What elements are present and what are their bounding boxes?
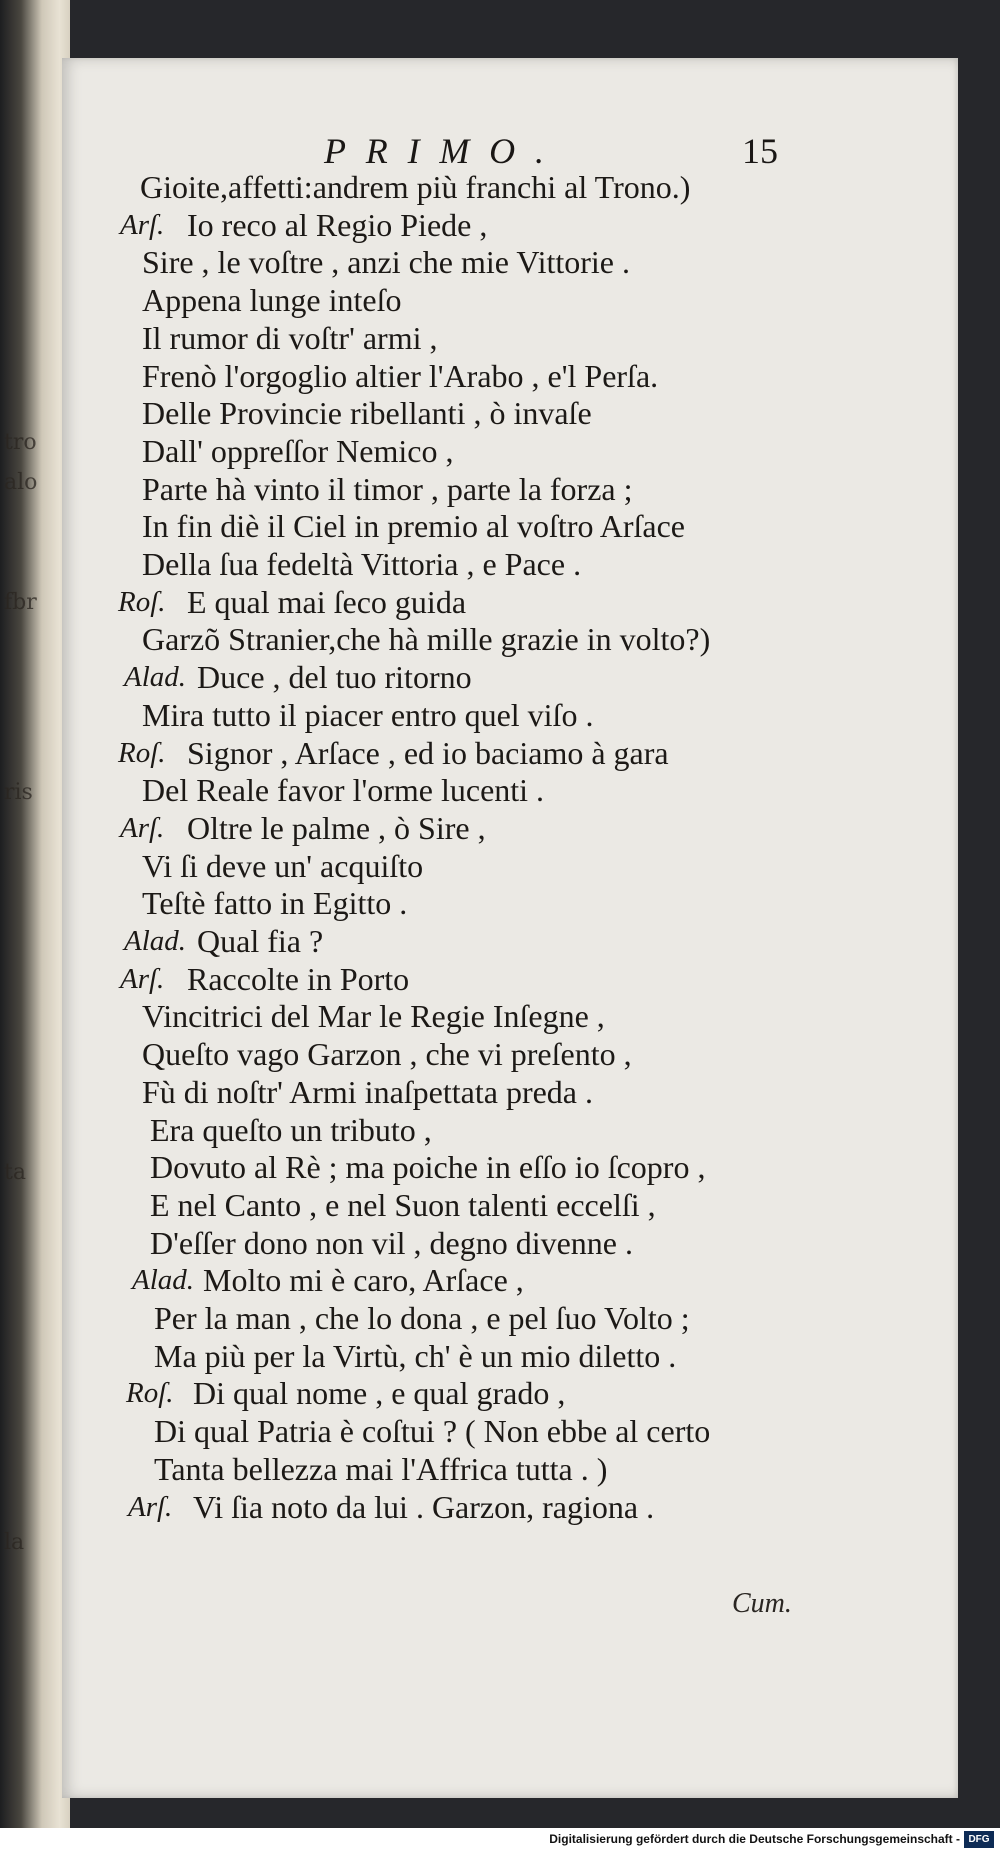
verse-text-line: Ma più per la Virtù, ch' è un mio diletto . [154,1337,677,1374]
verse-text-line: Della ſua fedeltà Vittoria , e Pace . [142,546,582,582]
spine-fragment: ris [4,780,33,805]
page-number: 15 [742,131,778,171]
verse-text-line: E qual mai ſeco guida [187,583,467,620]
verse-text-line: Molto mi è caro, Arſace , [203,1262,524,1299]
verse-text-line: Di qual Patria è coſtui ? ( Non ebbe al certo [154,1413,711,1450]
speaker-label: Arſ. [128,1490,173,1523]
spine-fragment: la [4,1530,25,1555]
catchword: Cum. [732,1588,792,1619]
verse-text-line: Parte hà vinto il timor , parte la forza ; [142,470,633,507]
speaker-label: Alad. [132,1264,195,1297]
speaker-label: Alad. [124,925,187,957]
book-spine [0,0,70,1852]
spine-fragment: alo [4,470,38,495]
verse-text-line: E nel Canto , e nel Suon talenti eccelſi , [150,1186,656,1223]
verse-text-line: Dall' oppreſſor Nemico , [142,432,454,469]
dfg-logo: DFG [964,1831,994,1848]
verse-text-line: Garzõ Stranier,che hà mille grazie in volto?) [142,621,711,658]
spine-fragment: ta [4,1160,26,1185]
verse-text-line: Fù di noſtr' Armi inaſpettata preda . [142,1073,593,1110]
speaker-label: Roſ. [118,585,166,618]
verse-text-line: Teſtè fatto in Egitto . [142,885,408,922]
verse-text-line: Appena lunge inteſo [142,282,402,319]
verse-text-line: Io reco al Regio Piede , [187,206,488,243]
verse-text-line: Era queſto un tributo , [150,1111,432,1148]
verse-text-line: Dovuto al Rè ; ma poiche in eſſo io ſcopro , [150,1149,706,1186]
verse-text-line: Duce , del tuo ritorno [197,659,472,696]
running-title: PRIMO. [324,131,564,171]
speaker-label: Arſ. [120,962,165,995]
book-page [62,58,958,1798]
verse-text-line: D'eſſer dono non vil , degno divenne . [150,1224,633,1261]
verse-text-line: Vincitrici del Mar le Regie Inſegne , [142,998,605,1035]
verse-text-line: Delle Provincie ribellanti , ò invaſe [142,395,592,432]
verse-text-line: Mira tutto il piacer entro quel viſo . [142,696,594,733]
verse-text-line: Tanta bellezza mai l'Affrica tutta . ) [154,1450,608,1487]
verse-text-line: Il rumor di voſtr' armi , [142,319,438,356]
funding-notice: Digitalisierung gefördert durch die Deutsche Forschungsgemeinschaft - [549,1832,960,1846]
verse-text-line: Frenò l'orgoglio altier l'Arabo , e'l Perſa. [142,357,659,394]
speaker-label: Roſ. [126,1377,174,1410]
verse-text-line: Sire , le voſtre , anzi che mie Vittorie . [142,244,630,281]
verse-text-line: Di qual nome , e qual grado , [193,1375,566,1412]
speaker-label: Alad. [124,661,187,694]
verse-text-line: Queſto vago Garzon , che vi preſento , [142,1036,632,1073]
spine-fragment: tro [4,430,37,455]
verse-text-line: Del Reale favor l'orme lucenti . [142,772,545,809]
verse-text-line: Raccolte in Porto [187,960,410,997]
verse-text-line: Vi ſi deve un' acquiſto [142,847,424,884]
spine-fragment: fbr [4,590,37,615]
verse-text-line: Per la man , che lo dona , e pel ſuo Volto ; [154,1300,690,1336]
verse-text-line: Qual fia ? [197,923,324,959]
speaker-label: Roſ. [118,736,166,769]
verse-text-line: Signor , Arſace , ed io baciamo à gara [187,734,669,771]
footer-bar [0,1828,1000,1852]
speaker-label: Arſ. [120,811,165,844]
verse-text-line: Gioite,affetti:andrem più franchi al Trono.) [140,169,691,205]
speaker-label: Arſ. [120,208,165,241]
verse-text-line: Oltre le palme , ò Sire , [187,809,486,846]
verse-text-line: In fin diè il Ciel in premio al voſtro Arſace [142,508,685,545]
verse-text-line: Vi ſia noto da lui . Garzon, ragiona . [193,1488,655,1525]
